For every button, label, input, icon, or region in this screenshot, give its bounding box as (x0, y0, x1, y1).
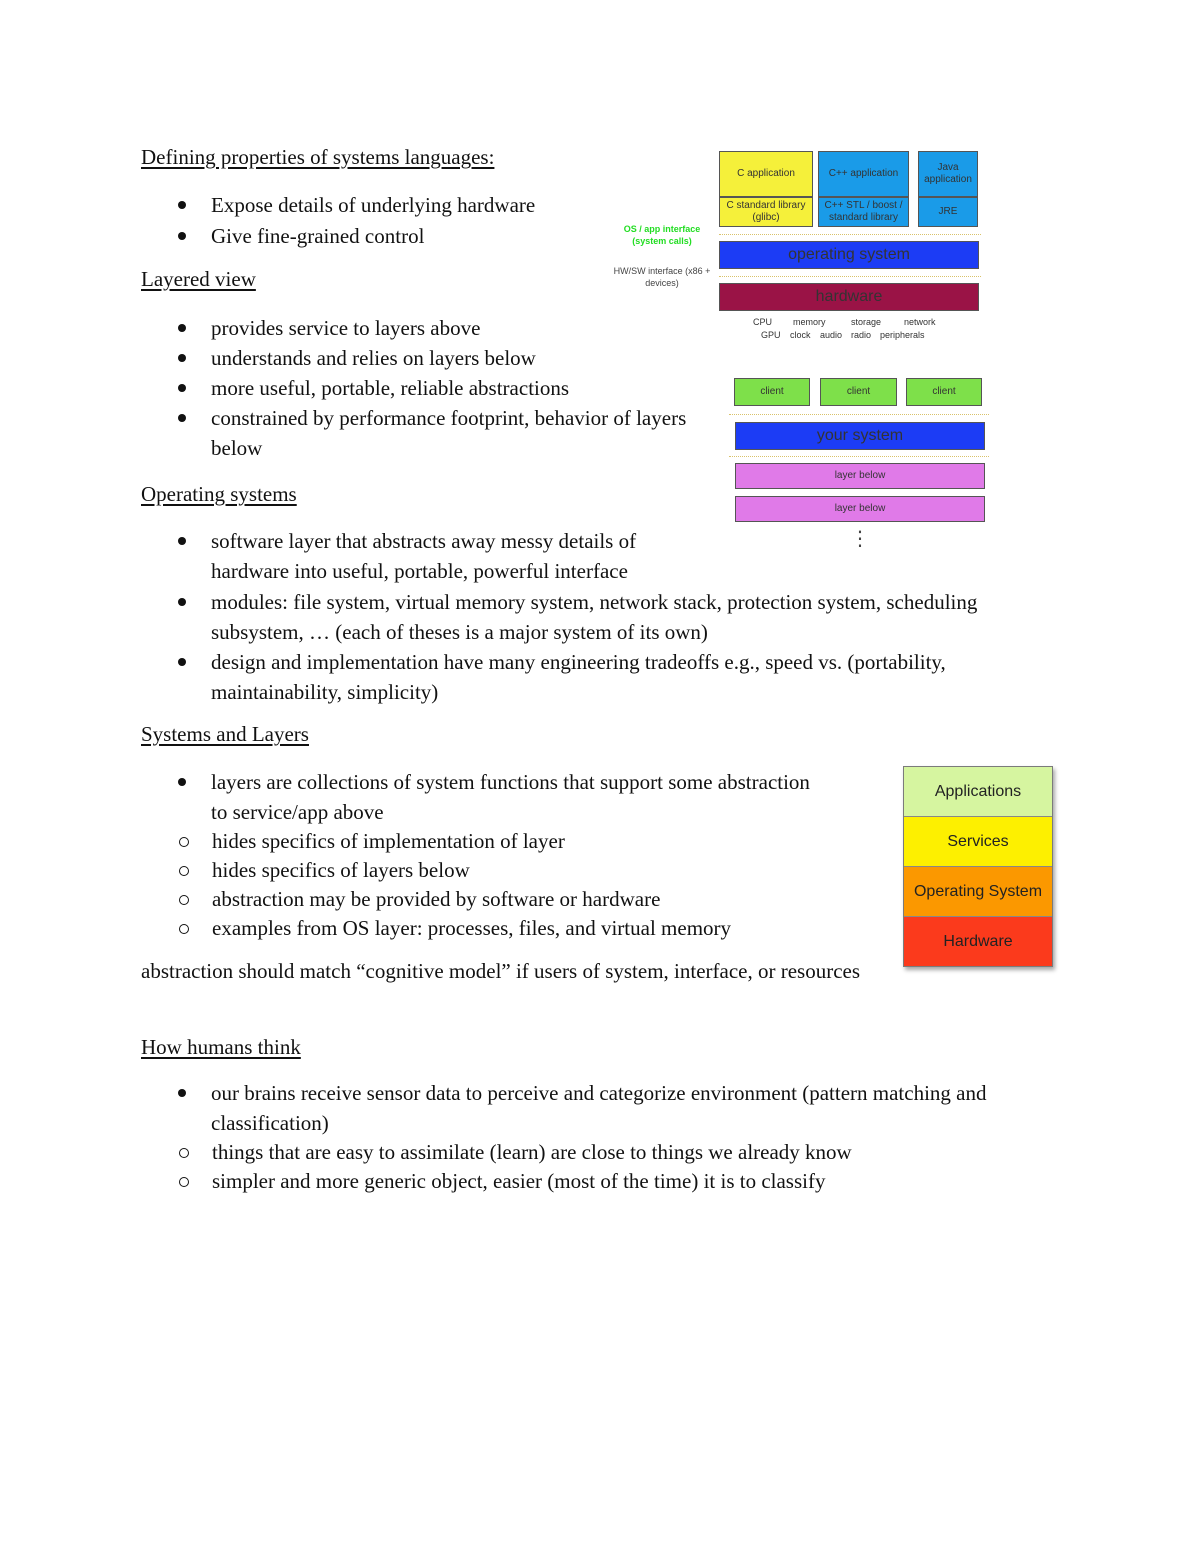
list-item: more useful, portable, reliable abstractions (141, 373, 711, 403)
list-item: understands and relies on layers below (141, 343, 711, 373)
client-box: client (906, 378, 982, 406)
java-application-box: Java application (918, 151, 978, 197)
cpp-application-box: C++ application (818, 151, 909, 197)
layer-stack-diagram (903, 766, 1053, 967)
sub-list-item: hides specifics of implementation of layer (141, 827, 881, 856)
list-item: software layer that abstracts away messy details of hardware into useful, portable, powerful interface (141, 526, 711, 586)
list-item: Expose details of underlying hardware (141, 190, 591, 220)
bullet-list-systems-languages (141, 190, 591, 251)
bullet-list-how-humans-think (141, 1078, 1061, 1196)
layer-below-box: layer below (735, 463, 985, 489)
interface-line (729, 456, 989, 457)
stack-layer-operating-system: Operating System (904, 867, 1052, 917)
bullet-list-systems-and-layers (141, 767, 881, 943)
list-item: Give fine-grained control (141, 221, 591, 251)
layer-below-box: layer below (735, 496, 985, 522)
heading-systems-languages: Defining properties of systems languages: (141, 145, 495, 169)
your-system-box: your system (735, 422, 985, 450)
list-item-text: our brains receive sensor data to perceive and categorize environment (pattern matching and classification) (211, 1081, 987, 1135)
jre-box: JRE (918, 197, 978, 227)
component-label: CPU (753, 317, 773, 327)
list-item (141, 1078, 1061, 1196)
sub-list-item: abstraction may be provided by software or hardware (141, 885, 881, 914)
list-item: constrained by performance footprint, behavior of layers below (141, 403, 711, 463)
sub-list-item: hides specifics of layers below (141, 856, 881, 885)
heading-layered-view: Layered view (141, 267, 256, 291)
heading-operating-systems: Operating systems (141, 482, 297, 506)
hw-sw-interface-label: HW/SW interface (x86 + devices) (613, 266, 711, 288)
list-item: modules: file system, virtual memory system, network stack, protection system, scheduling subsystem, … (each of theses is a major system of its own) (141, 587, 1061, 647)
list-item: provides service to layers above (141, 313, 711, 343)
component-label: memory (793, 317, 826, 327)
c-application-box: C application (719, 151, 813, 197)
sub-list-item: simpler and more generic object, easier (most of the time) it is to classify (141, 1167, 1061, 1196)
sub-list-item: examples from OS layer: processes, files, and virtual memory (141, 914, 881, 943)
hardware-box: hardware (719, 283, 979, 311)
heading-how-humans-think: How humans think (141, 1035, 301, 1059)
heading-systems-and-layers: Systems and Layers (141, 722, 309, 746)
component-label: radio (851, 330, 872, 340)
operating-system-box: operating system (719, 241, 979, 269)
client-box: client (820, 378, 897, 406)
sub-list-item: things that are easy to assimilate (learn) are close to things we already know (141, 1138, 1061, 1167)
sub-list (141, 1138, 1061, 1196)
component-label: storage (851, 317, 882, 327)
component-label: GPU (761, 330, 781, 340)
os-app-interface-label: OS / app interface (system calls) (623, 224, 701, 246)
paragraph-cognitive-model: abstraction should match “cognitive model” if users of system, interface, or resources (141, 959, 861, 983)
component-label: audio (820, 330, 843, 340)
bullet-list-layered-view (141, 313, 711, 463)
ellipsis-icon: ⋮ (850, 528, 870, 550)
sub-list (141, 827, 881, 943)
interface-line (729, 414, 989, 415)
bullet-list-operating-systems (141, 526, 1061, 707)
stack-layer-services: Services (904, 817, 1052, 867)
list-item (141, 767, 811, 943)
stack-layer-hardware: Hardware (904, 917, 1052, 966)
hw-sw-interface-line (719, 276, 981, 277)
cpp-standard-library-box: C++ STL / boost / standard library (818, 197, 909, 227)
list-item: design and implementation have many engineering tradeoffs e.g., speed vs. (portability, maintainability, simplicity) (141, 647, 1061, 707)
os-app-interface-line (719, 234, 981, 235)
c-standard-library-box: C standard library (glibc) (719, 197, 813, 227)
stack-layer-applications: Applications (904, 767, 1052, 817)
list-item-text: layers are collections of system functions that support some abstraction to service/app above (211, 770, 810, 824)
client-box: client (734, 378, 810, 406)
component-label: clock (790, 330, 811, 340)
component-label: network (904, 317, 936, 327)
component-label: peripherals (880, 330, 925, 340)
